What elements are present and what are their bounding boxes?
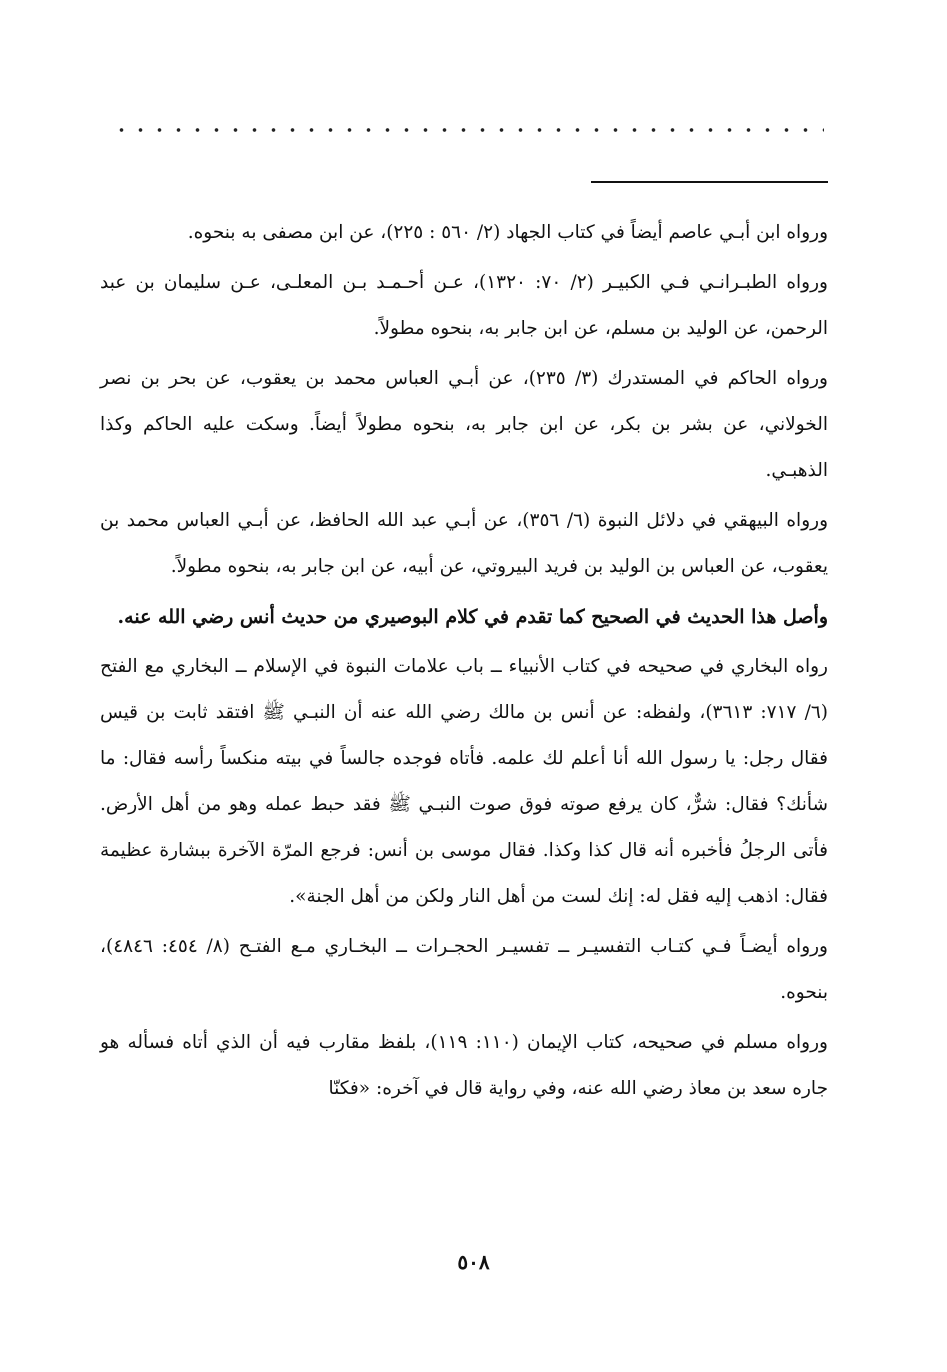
page-body xyxy=(100,210,828,1116)
paragraph: ورواه الحاكم في المستدرك (٣/ ٢٣٥)، عن أبـي العباس محمد بن يعقوب، عن بحر بن نصر الخولاني، عن بشر بن بكر، عن ابن جابر به، بنحوه مطولاً أيضاً. وسكت عليه الحاكم وكذا الذهبـي. xyxy=(100,368,828,481)
dotted-separator xyxy=(112,120,824,140)
paragraph: ورواه الطبـرانـي فـي الكبيـر (٢/ ٧٠: ١٣٢٠)، عـن أحـمـد بـن المعلـى، عـن سليمان بن عبد الرحمن، عن الوليد بن مسلم، عن ابن جابر به، بنحوه مطولاً. xyxy=(100,272,828,339)
paragraph: ورواه مسلم في صحيحه، كتاب الإيمان (١١٠: ١١٩)، بلفظ مقارب فيه أن الذي أتاه فسأله هو جاره سعد بن معاذ رضي الله عنه، وفي رواية قال في آخره: «فكنّا xyxy=(100,1032,828,1099)
paragraph: ورواه البيهقي في دلائل النبوة (٦/ ٣٥٦)، عن أبـي عبد الله الحافظ، عن أبـي العباس محمد بن يعقوب، عن العباس بن الوليد بن فريد البيروتي، عن أبيه، عن ابن جابر به، بنحوه مطولاً. xyxy=(100,510,828,577)
paragraph: ورواه ابن أبـي عاصم أيضاً في كتاب الجهاد (٢/ ٥٦٠ : ٢٢٥)، عن ابن مصفى به بنحوه. xyxy=(187,222,828,243)
paragraph: رواه البخاري في صحيحه في كتاب الأنبياء ــ باب علامات النبوة في الإسلام ــ البخاري مع الفتح (٦/ ٧١٧: ٣٦١٣)، ولفظه: عن أنس بن مالك رضي الله عنه أن النبـي ﷺ افتقد ثابت بن قيس فقال رجل: يا رسول الله أنا أعلم لك علمه. فأتاه فوجده جالساً في بيته منكساً رأسه فقال: ما شأنك؟ فقال: شرٌّ، كان يرفع صوته فوق صوت النبـي ﷺ فقد حبط عمله وهو من أهل الأرض. فأتى الرجلُ فأخبره أنه قال كذا وكذا. فقال موسى بن أنس: فرجع المرّة الآخرة ببشارة عظيمة فقال: اذهب إليه فقل له: إنك لست من أهل النار ولكن من أهل الجنة». xyxy=(100,656,828,907)
paragraph: ورواه أيضـاً فـي كتـاب التفسيـر ــ تفسيـر الحجـرات ــ البخـاري مـع الفتـح (٨/ ٤٥٤: ٤٨٤٦)، بنحوه. xyxy=(100,936,828,1003)
page-number: ٥٠٨ xyxy=(457,1250,490,1274)
footnote-rule xyxy=(591,181,828,183)
paragraph-emphasized: وأصل هذا الحديث في الصحيح كما تقدم في كلام البوصيري من حديث أنس رضي الله عنه. xyxy=(117,606,828,628)
